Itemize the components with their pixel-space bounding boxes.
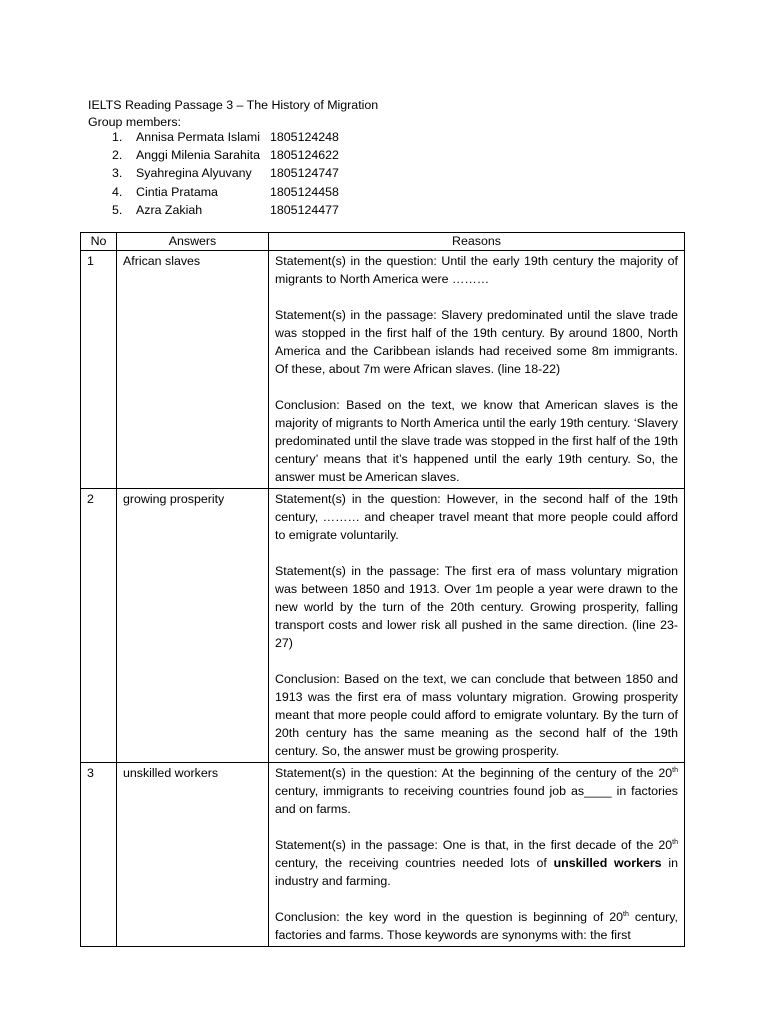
row-reasons: [269, 763, 685, 947]
table-row: [81, 489, 685, 763]
conclusion-statement: Conclusion: Based on the text, we know that American slaves is the majority of migrants to North America until the early 19th century. ‘Slavery predominated until the slave trade was stopped in the first half of the 19th century’ means that it’s happened until the early 19th century. So, the answer must be American slaves.: [275, 398, 678, 484]
member-item: [112, 128, 339, 146]
row-reasons: [269, 489, 685, 763]
superscript: th: [672, 838, 678, 846]
member-item: [112, 164, 339, 182]
member-id: 1805124477: [270, 202, 339, 217]
member-name: Azra Zakiah: [136, 202, 203, 217]
table-row: [81, 251, 685, 489]
passage-statement: Statement(s) in the passage: The first era of mass voluntary migration was between 1850 and 1913. Over 1m people a year were drawn to the new world by the turn of the 20th century. Growing prosperity, falling transport costs and lower risk all pushed in the same direction. (line 23-27): [275, 564, 678, 650]
header-reasons: Reasons: [269, 233, 685, 251]
row-answer: unskilled workers: [117, 763, 269, 947]
group-members-label: Group members:: [88, 115, 181, 129]
member-name: Cintia Pratama: [136, 184, 218, 199]
question-text: century, immigrants to receiving countries found job as____ in factories and on farms.: [275, 784, 678, 816]
member-number: 5.: [112, 202, 123, 217]
table-row: [81, 763, 685, 947]
member-number: 3.: [112, 166, 123, 181]
header-answers: Answers: [117, 233, 269, 251]
passage-text: century, the receiving countries needed lots of: [275, 856, 554, 870]
question-text: Statement(s) in the question: At the beginning of the century of the 20: [275, 766, 673, 780]
row-number: 2: [81, 489, 117, 763]
member-id: 1805124747: [270, 166, 339, 181]
conclusion-text: Conclusion: the key word in the question is beginning of 20: [275, 910, 624, 924]
table-header-row: [81, 233, 685, 251]
question-statement: Statement(s) in the question: Until the early 19th century the majority of migrants to North America were ………: [275, 254, 678, 286]
page-title: IELTS Reading Passage 3 – The History of Migration: [88, 98, 379, 112]
member-id: 1805124458: [270, 184, 339, 199]
superscript: th: [623, 910, 629, 918]
conclusion-statement: Conclusion: Based on the text, we can conclude that between 1850 and 1913 was the first era of mass voluntary migration. Growing prosperity meant that more people could afford to emigrate voluntary. By the turn of 20th century has the same meaning as the second half of the 19th century. So, the answer must be growing prosperity.: [275, 672, 678, 758]
member-number: 4.: [112, 184, 123, 199]
header-no: No: [81, 233, 117, 251]
row-number: 1: [81, 251, 117, 489]
member-number: 2.: [112, 148, 123, 163]
member-name: Syahregina Alyuvany: [136, 166, 252, 181]
passage-statement: [275, 836, 678, 890]
passage-text: Statement(s) in the passage: One is that, in the first decade of the 20: [275, 838, 673, 852]
row-reasons: [269, 251, 685, 489]
question-statement: [275, 764, 678, 818]
member-item: [112, 146, 339, 164]
member-id: 1805124248: [270, 130, 339, 144]
member-item: [112, 201, 339, 219]
member-item: [112, 183, 339, 201]
passage-text: in industry and farming.: [275, 856, 678, 888]
member-id: 1805124622: [270, 148, 339, 163]
passage-statement: Statement(s) in the passage: Slavery predominated until the slave trade was stopped in the first half of the 19th century. By around 1800, North America and the Caribbean islands had received some 8m immigrants. Of these, about 7m were African slaves. (line 18-22): [275, 308, 678, 376]
member-number: 1.: [112, 130, 123, 144]
row-answer: African slaves: [117, 251, 269, 489]
member-name: Anggi Milenia Sarahita: [136, 148, 260, 163]
row-answer: growing prosperity: [117, 489, 269, 763]
superscript: th: [672, 766, 678, 774]
question-statement: Statement(s) in the question: However, in the second half of the 19th century, ……… and cheaper travel meant that more people could afford to emigrate voluntarily.: [275, 492, 678, 542]
member-name: Annisa Permata Islami: [136, 130, 260, 144]
passage-keyword: unskilled workers: [553, 856, 662, 870]
conclusion-text: century, factories and farms. Those keywords are synonyms with: the first: [275, 910, 678, 942]
member-list: [112, 128, 339, 219]
answers-table: [80, 232, 685, 947]
conclusion-statement: [275, 908, 678, 944]
row-number: 3: [81, 763, 117, 947]
